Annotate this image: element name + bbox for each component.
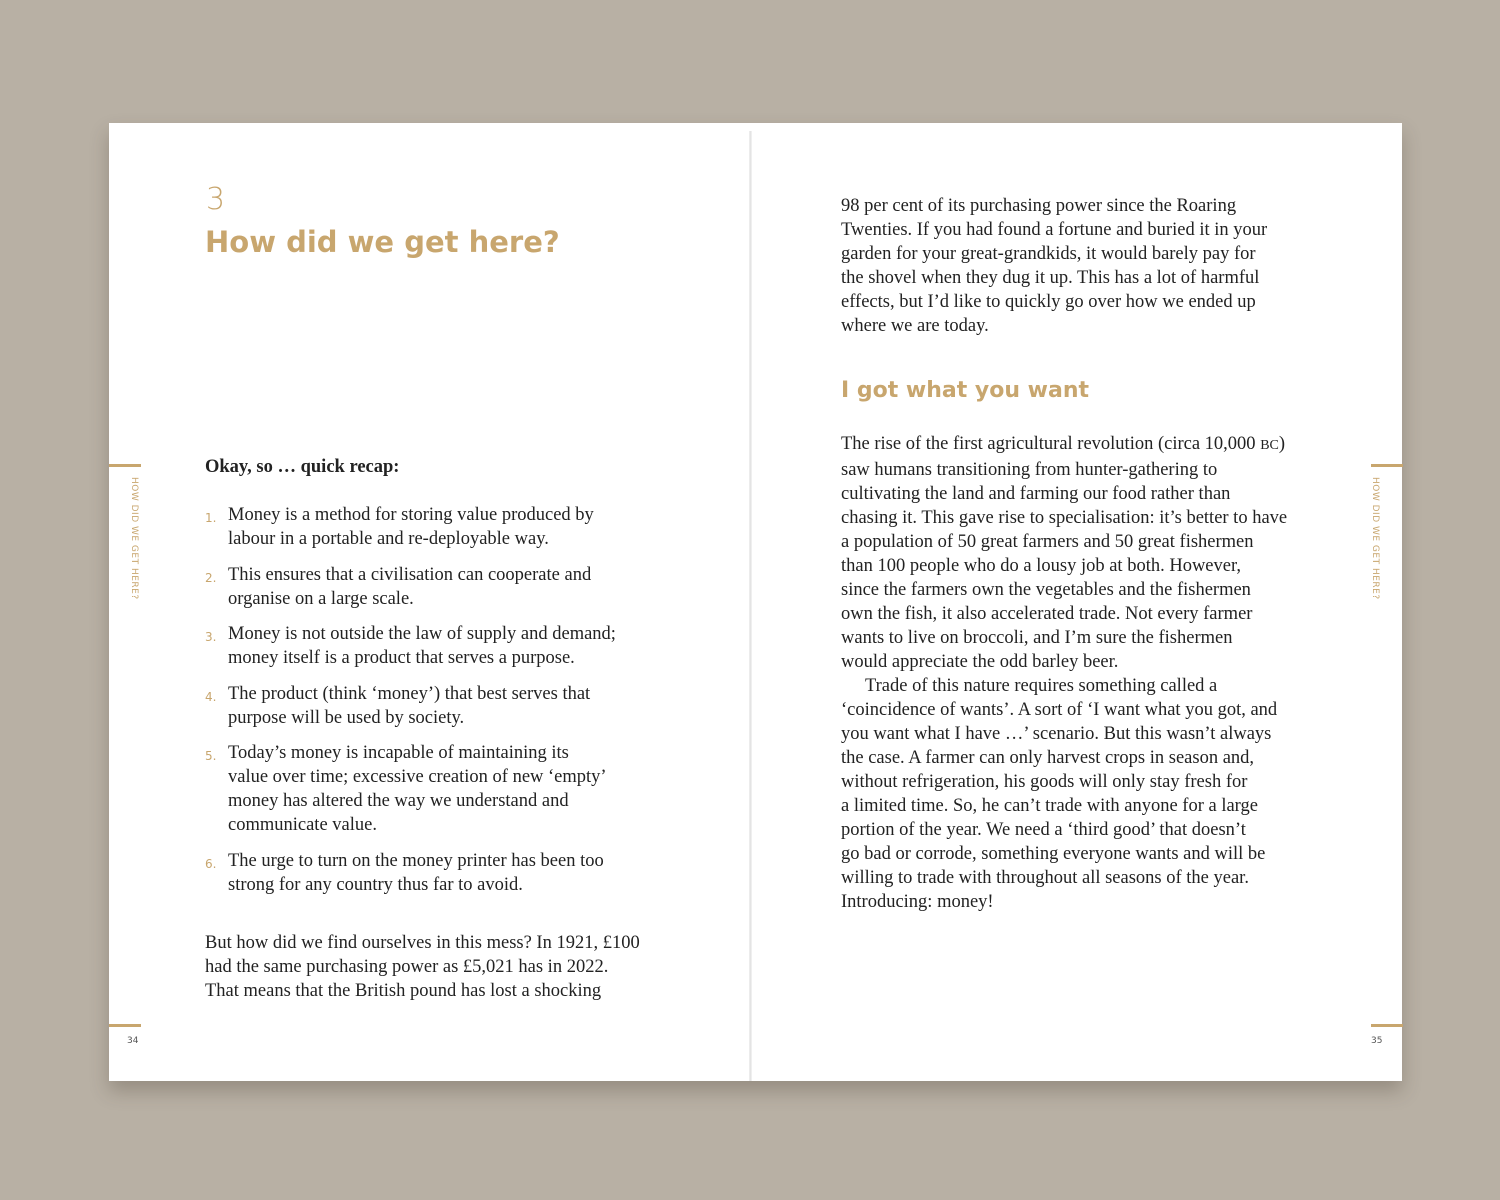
line-text: The rise of the first agricultural revolution (circa 10,000 xyxy=(841,434,1261,454)
paragraph-line: garden for your great-grandkids, it would barely pay for xyxy=(841,244,1256,264)
right-body-text xyxy=(841,432,1287,914)
paragraph-line: saw humans transitioning from hunter-gathering to xyxy=(841,460,1218,480)
recap-item-number: 4. xyxy=(205,689,217,704)
recap-item-line: The urge to turn on the money printer has been too xyxy=(228,850,604,871)
left-running-head: HOW DID WE GET HERE? xyxy=(129,477,139,600)
paragraph-line: chasing it. This gave rise to specialisation: it’s better to have xyxy=(841,508,1288,528)
paragraph-line: where we are today. xyxy=(841,316,989,336)
paragraph-line: go bad or corrode, something everyone wants and will be xyxy=(841,844,1266,864)
paragraph-line: Twenties. If you had found a fortune and buried it in your xyxy=(841,220,1268,240)
recap-item-number: 5. xyxy=(205,749,217,763)
recap-item-line: money itself is a product that serves a purpose. xyxy=(228,648,575,668)
recap-item xyxy=(205,503,655,551)
recap-item-line: labour in a portable and re-deployable way. xyxy=(228,529,549,549)
recap-item-line: purpose will be used by society. xyxy=(228,707,465,728)
paragraph-line: portion of the year. We need a ‘third good’ that doesn’t xyxy=(841,820,1246,840)
book-spread xyxy=(109,123,1402,1081)
right-margin-rule-top xyxy=(1371,464,1403,467)
paragraph-line xyxy=(841,432,1287,458)
recap-item xyxy=(205,622,655,670)
left-margin-rule-bottom xyxy=(109,1024,141,1027)
recap-item xyxy=(205,682,655,730)
paragraph-line: Introducing: money! xyxy=(841,892,994,912)
paragraph-line: willing to trade with throughout all seasons of the year. xyxy=(841,868,1249,888)
paragraph-line: a limited time. So, he can’t trade with anyone for a large xyxy=(841,796,1258,816)
recap-item xyxy=(205,563,655,611)
left-page-number: 34 xyxy=(127,1036,139,1046)
recap-lead: Okay, so … quick recap: xyxy=(205,457,400,477)
left-margin-rule-top xyxy=(109,464,141,467)
line-text: ) xyxy=(1278,434,1286,454)
right-page-number: 35 xyxy=(1371,1036,1383,1046)
recap-item-line: The product (think ‘money’) that best serves that xyxy=(228,683,591,704)
recap-item-line: organise on a large scale. xyxy=(228,588,414,609)
paragraph-line: 98 per cent of its purchasing power since the Roaring xyxy=(841,196,1237,216)
paragraph-line: without refrigeration, his goods will only stay fresh for xyxy=(841,772,1248,792)
paragraph-line: wants to live on broccoli, and I’m sure the fishermen xyxy=(841,628,1233,648)
recap-item-line: communicate value. xyxy=(228,815,377,835)
section-heading: I got what you want xyxy=(841,378,1090,403)
recap-item-line: money has altered the way we understand and xyxy=(228,791,569,811)
recap-item-line: Today’s money is incapable of maintaining its xyxy=(228,743,569,763)
right-margin-rule-bottom xyxy=(1371,1024,1403,1027)
paragraph-line: would appreciate the odd barley beer. xyxy=(841,652,1119,672)
paragraph-line: a population of 50 great farmers and 50 great fishermen xyxy=(841,532,1254,552)
paragraph-line: had the same purchasing power as £5,021 has in 2022. xyxy=(205,957,609,977)
paragraph-line: own the fish, it also accelerated trade. Not every farmer xyxy=(841,604,1253,624)
chapter-title: How did we get here? xyxy=(205,225,560,259)
paragraph-line: the case. A farmer can only harvest crops in season and, xyxy=(841,748,1255,768)
recap-item-line: strong for any country thus far to avoid. xyxy=(228,874,523,895)
paragraph-line: ‘coincidence of wants’. A sort of ‘I want what you got, and xyxy=(841,700,1278,720)
recap-item-number: 6. xyxy=(205,856,217,871)
paragraph-line: you want what I have …’ scenario. But this wasn’t always xyxy=(841,724,1272,744)
recap-item xyxy=(205,741,655,837)
paragraph-line: than 100 people who do a lousy job at both. However, xyxy=(841,556,1242,576)
small-caps-bc: BC xyxy=(1260,438,1279,453)
recap-item-line: Money is not outside the law of supply and demand; xyxy=(228,624,616,644)
recap-item-number: 3. xyxy=(205,630,217,644)
paragraph-line: since the farmers own the vegetables and the fishermen xyxy=(841,580,1251,600)
left-closing-paragraph xyxy=(205,931,675,1003)
paragraph-line: cultivating the land and farming our food rather than xyxy=(841,484,1231,504)
right-opening-paragraph xyxy=(841,194,1267,338)
recap-item-line: Money is a method for storing value produced by xyxy=(228,505,594,525)
paragraph-line: Trade of this nature requires something called a xyxy=(865,676,1218,696)
recap-item-number: 1. xyxy=(205,511,217,525)
paragraph-line: the shovel when they dug it up. This has a lot of harmful xyxy=(841,268,1260,288)
paragraph-line: But how did we find ourselves in this mess? In 1921, £100 xyxy=(205,933,640,953)
paragraph-line: That means that the British pound has lost a shocking xyxy=(205,981,602,1001)
right-running-head: HOW DID WE GET HERE? xyxy=(1370,477,1380,600)
recap-item-number: 2. xyxy=(205,570,217,585)
chapter-number: 3 xyxy=(206,182,226,217)
recap-list xyxy=(205,503,655,908)
paragraph-line: effects, but I’d like to quickly go over how we ended up xyxy=(841,292,1256,312)
recap-item xyxy=(205,849,655,897)
book-gutter xyxy=(749,131,752,1081)
recap-item-line: This ensures that a civilisation can cooperate and xyxy=(228,564,592,585)
recap-item-line: value over time; excessive creation of new ‘empty’ xyxy=(228,767,607,787)
